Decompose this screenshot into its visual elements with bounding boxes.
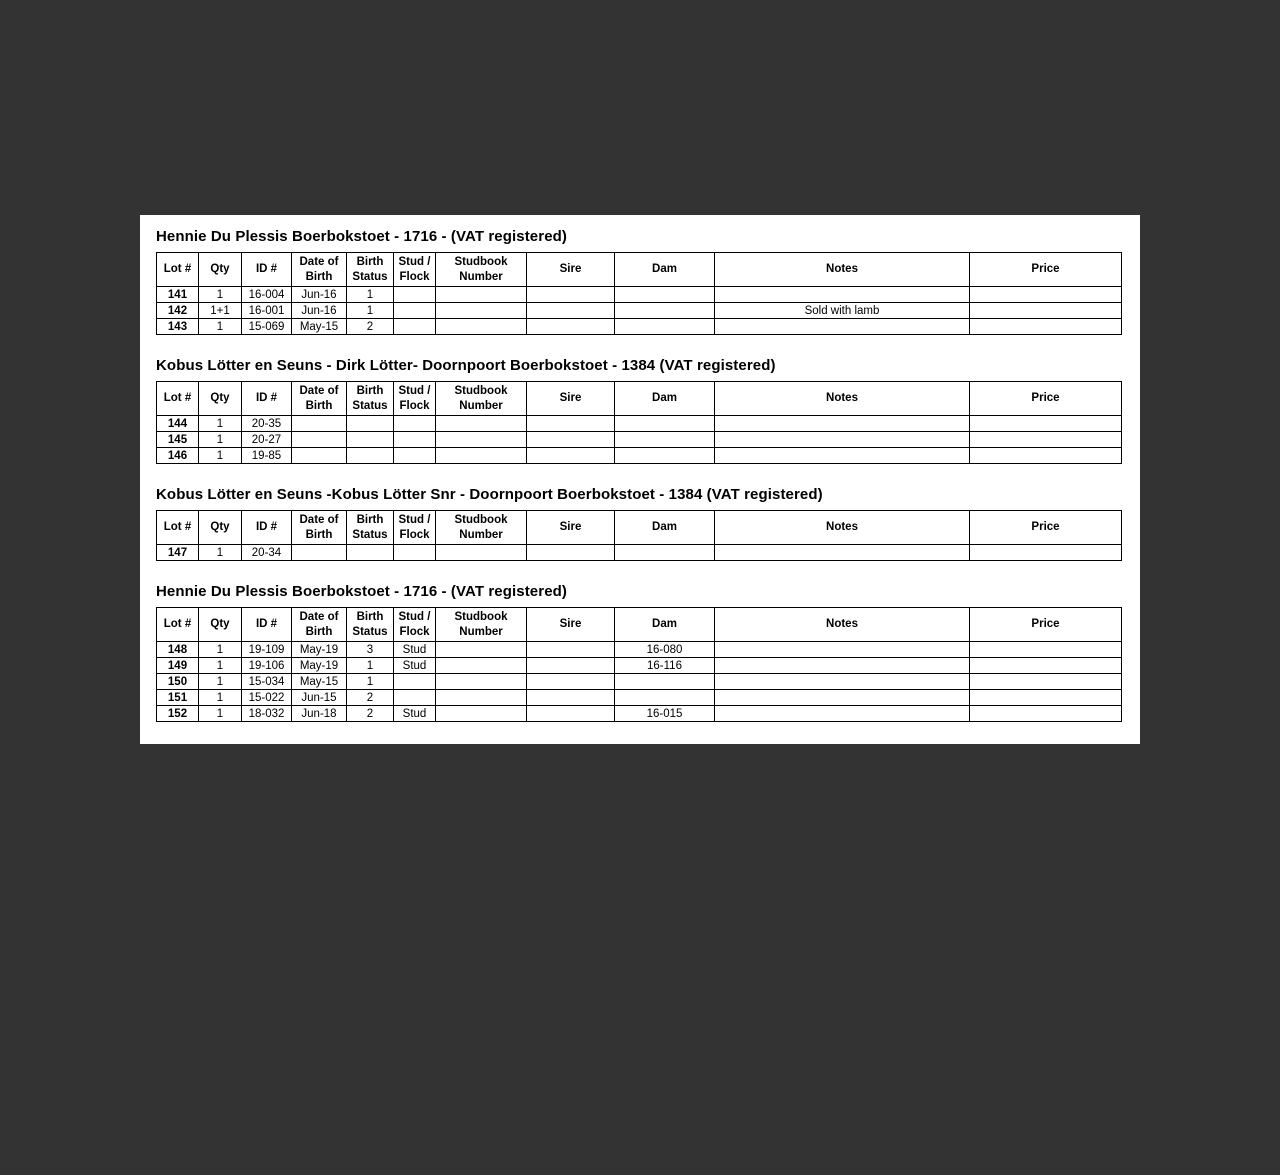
column-header: Sire <box>527 253 615 287</box>
table-cell: Stud <box>394 642 436 658</box>
column-header: Notes <box>715 608 970 642</box>
table-cell: May-19 <box>292 642 347 658</box>
table-cell: 1+1 <box>199 303 242 319</box>
table-cell <box>394 432 436 448</box>
table-cell <box>715 432 970 448</box>
table-cell: 149 <box>157 658 199 674</box>
table-cell: 20-35 <box>242 416 292 432</box>
table-cell: 148 <box>157 642 199 658</box>
column-header: Notes <box>715 382 970 416</box>
column-header: Dam <box>615 253 715 287</box>
table-cell <box>347 448 394 464</box>
table-cell <box>970 448 1122 464</box>
table-cell <box>715 706 970 722</box>
table-cell <box>527 706 615 722</box>
table-cell <box>436 416 527 432</box>
table-cell <box>615 545 715 561</box>
table-cell: 19-106 <box>242 658 292 674</box>
table-row <box>157 287 1122 303</box>
table-cell <box>970 690 1122 706</box>
column-header: Qty <box>199 511 242 545</box>
table-cell <box>615 319 715 335</box>
table-cell: 16-004 <box>242 287 292 303</box>
lot-table <box>156 252 1122 335</box>
table-cell <box>292 448 347 464</box>
column-header: Sire <box>527 511 615 545</box>
table-cell: Jun-18 <box>292 706 347 722</box>
table-cell <box>715 674 970 690</box>
table-cell: 1 <box>199 690 242 706</box>
table-cell <box>970 303 1122 319</box>
lot-table <box>156 381 1122 464</box>
table-cell: 16-001 <box>242 303 292 319</box>
table-cell <box>615 690 715 706</box>
table-cell: 15-022 <box>242 690 292 706</box>
table-cell <box>527 319 615 335</box>
table-cell: 142 <box>157 303 199 319</box>
header-row <box>157 382 1122 416</box>
table-cell: 151 <box>157 690 199 706</box>
table-cell <box>615 287 715 303</box>
table-cell: 145 <box>157 432 199 448</box>
table-cell <box>715 658 970 674</box>
table-cell <box>394 319 436 335</box>
table-row <box>157 545 1122 561</box>
table-cell <box>715 287 970 303</box>
table-cell <box>394 416 436 432</box>
table-cell: Jun-16 <box>292 287 347 303</box>
column-header: Price <box>970 511 1122 545</box>
table-row <box>157 674 1122 690</box>
lot-table <box>156 510 1122 561</box>
header-row <box>157 608 1122 642</box>
table-cell: 1 <box>199 416 242 432</box>
column-header: Sire <box>527 382 615 416</box>
column-header: Studbook Number <box>436 608 527 642</box>
section-title: Kobus Lötter en Seuns -Kobus Lötter Snr - Doornpoort Boerbokstoet - 1384 (VAT registered) <box>156 486 823 503</box>
table-cell: Stud <box>394 658 436 674</box>
table-cell <box>527 303 615 319</box>
header-row <box>157 511 1122 545</box>
table-cell: 19-109 <box>242 642 292 658</box>
table-cell: 1 <box>199 448 242 464</box>
table-row <box>157 303 1122 319</box>
table-row <box>157 706 1122 722</box>
table-cell: 1 <box>347 303 394 319</box>
column-header: Lot # <box>157 511 199 545</box>
header-row <box>157 253 1122 287</box>
table-cell <box>436 674 527 690</box>
table-cell <box>436 448 527 464</box>
table-cell: 16-080 <box>615 642 715 658</box>
document-page <box>140 215 1140 744</box>
table-cell <box>527 287 615 303</box>
table-cell <box>715 319 970 335</box>
section-title: Hennie Du Plessis Boerbokstoet - 1716 - (VAT registered) <box>156 228 567 245</box>
table-cell <box>970 674 1122 690</box>
table-cell: 147 <box>157 545 199 561</box>
column-header: ID # <box>242 511 292 545</box>
column-header: Qty <box>199 382 242 416</box>
column-header: Qty <box>199 253 242 287</box>
table-cell: 1 <box>199 287 242 303</box>
column-header: Price <box>970 382 1122 416</box>
table-cell <box>970 287 1122 303</box>
column-header: Date of Birth <box>292 382 347 416</box>
table-cell <box>715 545 970 561</box>
table-cell <box>527 545 615 561</box>
table-cell <box>436 690 527 706</box>
table-row <box>157 432 1122 448</box>
table-cell <box>970 658 1122 674</box>
table-cell <box>715 448 970 464</box>
table-cell: 143 <box>157 319 199 335</box>
column-header: Studbook Number <box>436 511 527 545</box>
table-row <box>157 319 1122 335</box>
section <box>156 357 1124 464</box>
table-cell <box>394 545 436 561</box>
table-cell: Stud <box>394 706 436 722</box>
table-row <box>157 658 1122 674</box>
column-header: Lot # <box>157 382 199 416</box>
column-header: Date of Birth <box>292 253 347 287</box>
table-cell <box>347 432 394 448</box>
section-title: Kobus Lötter en Seuns - Dirk Lötter- Doornpoort Boerbokstoet - 1384 (VAT registered) <box>156 357 776 374</box>
table-cell: 2 <box>347 690 394 706</box>
table-cell <box>347 545 394 561</box>
table-cell: 1 <box>199 319 242 335</box>
table-cell <box>436 319 527 335</box>
table-cell <box>436 287 527 303</box>
table-cell <box>970 706 1122 722</box>
table-cell <box>715 642 970 658</box>
table-cell <box>292 545 347 561</box>
column-header: Stud / Flock <box>394 253 436 287</box>
table-cell <box>615 448 715 464</box>
section <box>156 583 1124 722</box>
table-cell: 1 <box>199 658 242 674</box>
column-header: Date of Birth <box>292 608 347 642</box>
table-cell <box>436 658 527 674</box>
table-cell: May-19 <box>292 658 347 674</box>
table-cell: 2 <box>347 319 394 335</box>
table-cell <box>394 287 436 303</box>
column-header: Dam <box>615 608 715 642</box>
table-cell: 1 <box>347 658 394 674</box>
table-cell: Sold with lamb <box>715 303 970 319</box>
column-header: Stud / Flock <box>394 511 436 545</box>
column-header: Notes <box>715 511 970 545</box>
column-header: Birth Status <box>347 608 394 642</box>
table-cell <box>970 545 1122 561</box>
table-cell: 16-015 <box>615 706 715 722</box>
table-cell <box>527 674 615 690</box>
section <box>156 228 1124 335</box>
column-header: Lot # <box>157 608 199 642</box>
table-cell <box>970 432 1122 448</box>
table-cell: 1 <box>199 432 242 448</box>
table-cell <box>436 432 527 448</box>
table-cell: 1 <box>199 642 242 658</box>
column-header: Stud / Flock <box>394 382 436 416</box>
table-cell <box>347 416 394 432</box>
table-cell <box>436 303 527 319</box>
column-header: Dam <box>615 511 715 545</box>
lot-table <box>156 607 1122 722</box>
table-cell <box>615 416 715 432</box>
table-cell <box>715 416 970 432</box>
table-cell: 150 <box>157 674 199 690</box>
table-cell <box>527 416 615 432</box>
column-header: Lot # <box>157 253 199 287</box>
table-cell: May-15 <box>292 674 347 690</box>
table-cell <box>292 432 347 448</box>
column-header: Dam <box>615 382 715 416</box>
section-title: Hennie Du Plessis Boerbokstoet - 1716 - (VAT registered) <box>156 583 567 600</box>
table-cell <box>527 448 615 464</box>
column-header: Birth Status <box>347 511 394 545</box>
table-cell: May-15 <box>292 319 347 335</box>
column-header: Qty <box>199 608 242 642</box>
column-header: Sire <box>527 608 615 642</box>
table-cell: 18-032 <box>242 706 292 722</box>
table-cell: 1 <box>199 674 242 690</box>
table-cell: 1 <box>347 287 394 303</box>
table-cell <box>527 690 615 706</box>
column-header: Notes <box>715 253 970 287</box>
table-cell <box>436 706 527 722</box>
table-row <box>157 690 1122 706</box>
column-header: Stud / Flock <box>394 608 436 642</box>
table-cell: 144 <box>157 416 199 432</box>
column-header: ID # <box>242 608 292 642</box>
column-header: Date of Birth <box>292 511 347 545</box>
table-cell <box>527 432 615 448</box>
table-row <box>157 416 1122 432</box>
table-cell: 1 <box>199 545 242 561</box>
table-cell <box>394 448 436 464</box>
table-cell: 1 <box>347 674 394 690</box>
column-header: Studbook Number <box>436 382 527 416</box>
table-cell: 15-034 <box>242 674 292 690</box>
section <box>156 486 1124 561</box>
table-cell: 146 <box>157 448 199 464</box>
table-cell <box>394 674 436 690</box>
column-header: ID # <box>242 382 292 416</box>
column-header: Studbook Number <box>436 253 527 287</box>
table-cell <box>970 416 1122 432</box>
table-cell <box>970 319 1122 335</box>
column-header: Birth Status <box>347 382 394 416</box>
table-cell <box>436 642 527 658</box>
table-cell: 16-116 <box>615 658 715 674</box>
table-cell <box>527 642 615 658</box>
table-cell: 141 <box>157 287 199 303</box>
table-cell: 19-85 <box>242 448 292 464</box>
column-header: Birth Status <box>347 253 394 287</box>
table-cell: 152 <box>157 706 199 722</box>
table-cell: 3 <box>347 642 394 658</box>
table-cell <box>527 658 615 674</box>
table-cell: 15-069 <box>242 319 292 335</box>
column-header: ID # <box>242 253 292 287</box>
column-header: Price <box>970 253 1122 287</box>
table-cell: 2 <box>347 706 394 722</box>
table-cell <box>970 642 1122 658</box>
table-cell: 20-27 <box>242 432 292 448</box>
table-row <box>157 448 1122 464</box>
table-cell <box>715 690 970 706</box>
table-cell: 1 <box>199 706 242 722</box>
table-cell <box>615 674 715 690</box>
table-cell <box>292 416 347 432</box>
table-row <box>157 642 1122 658</box>
table-cell: Jun-15 <box>292 690 347 706</box>
table-cell: Jun-16 <box>292 303 347 319</box>
table-cell <box>394 690 436 706</box>
table-cell: 20-34 <box>242 545 292 561</box>
column-header: Price <box>970 608 1122 642</box>
table-cell <box>615 432 715 448</box>
table-cell <box>615 303 715 319</box>
table-cell <box>436 545 527 561</box>
table-cell <box>394 303 436 319</box>
